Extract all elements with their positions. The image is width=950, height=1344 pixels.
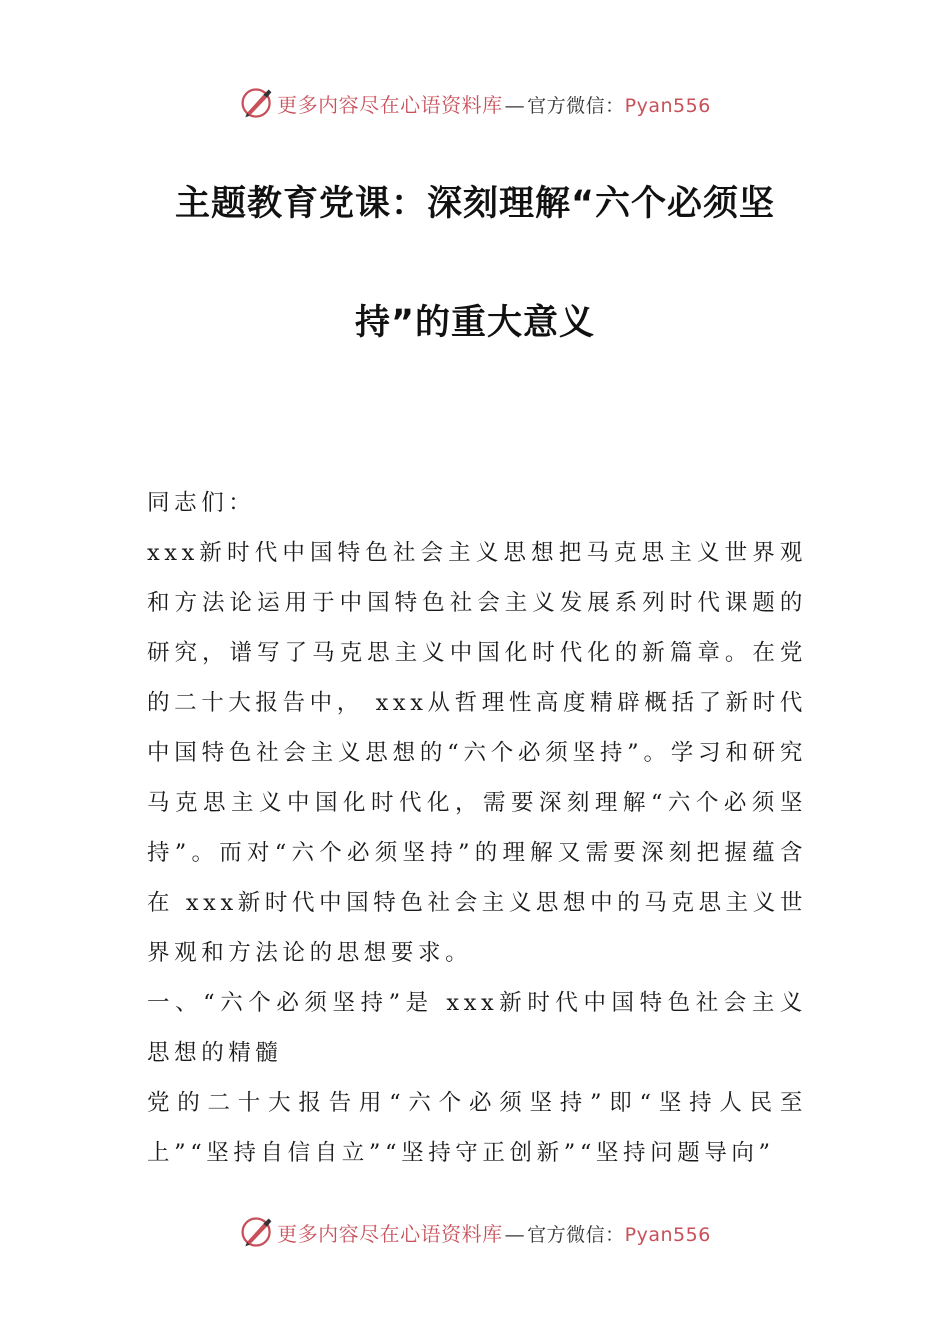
document-title-line-2: 持”的重大意义 [354,303,595,343]
watermark-banner-top [0,83,950,123]
watermark-separator: — [504,92,526,117]
section-heading-1: 一、“六个必须坚持”是 xxx新时代中国特色社会主义思想的精髓 [147,990,807,1066]
paragraph-intro: xxx新时代中国特色社会主义思想把马克思主义世界观和方法论运用于中国特色社会主义发展系列时代课题的研究，谱写了马克思主义中国化时代化的新篇章。在党的二十大报告中， xxx从哲理性高度精辟概括了新时代中国特色社会主义思想的“六个必须坚持”。学习和研究马克思主义中国化时代化，需要深刻理解“六个必须坚持”。而对“六个必须坚持”的理解又需要深刻把握蕴含在 xxx新时代中国特色社会主义思想中的马克思主义世界观和方法论的思想要求。 [147,540,807,966]
watermark-wechat-label: 官方微信： [527,94,625,117]
document-body [147,478,807,1178]
pen-logo-icon [239,1214,275,1250]
document-title-line-1: 主题教育党课：深刻理解“六个必须坚 [174,184,775,224]
watermark-banner-bottom [0,1212,950,1252]
watermark-main-text: 更多内容尽在心语资料库 [277,1221,503,1246]
salutation: 同志们： [147,490,256,516]
paragraph-section-1: 党的二十大报告用“六个必须坚持”即“坚持人民至上”“坚持自信自立”“坚持守正创新”“坚持问题导向” [147,1090,807,1166]
watermark-wechat-id: Pyan556 [624,1223,711,1246]
watermark-wechat-label: 官方微信： [527,1223,625,1246]
watermark-main-text: 更多内容尽在心语资料库 [277,92,503,117]
watermark-separator: — [504,1221,526,1246]
pen-logo-icon [239,85,275,121]
watermark-wechat-id: Pyan556 [624,94,711,117]
